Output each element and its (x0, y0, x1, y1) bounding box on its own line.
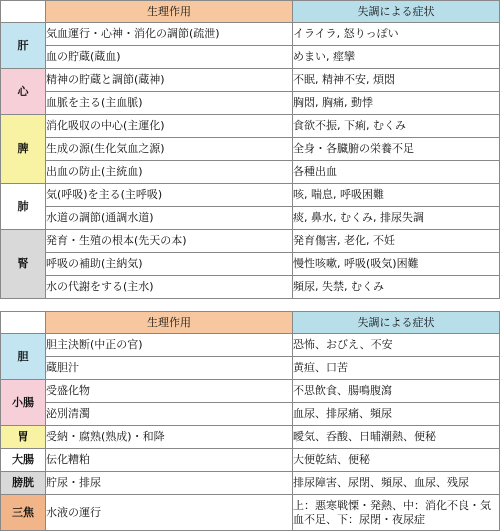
header-row (1, 1, 500, 23)
table-row (1, 46, 500, 69)
function-cell: 貯尿・排尿 (46, 472, 293, 495)
table-row (1, 426, 500, 449)
table-row (1, 230, 500, 253)
symptom-cell: 上：悪寒戦慄・発熱、中：消化不良・気血不足、下：尿閉・夜尿症 (293, 495, 500, 531)
function-cell: 発育・生殖の根本(先天の本) (46, 230, 293, 253)
function-cell: 血の貯蔵(蔵血) (46, 46, 293, 69)
table-row (1, 334, 500, 357)
symptom-cell: 食欲不振, 下痢, むくみ (293, 115, 500, 138)
table-row (1, 184, 500, 207)
organ-label: 小腸 (1, 380, 46, 426)
symptom-cell: 頻尿, 失禁, むくみ (293, 276, 500, 299)
organ-label: 胆 (1, 334, 46, 380)
symptom-cell: 全身・各臓腑の栄養不足 (293, 138, 500, 161)
organ-label: 脾 (1, 115, 46, 184)
header-function: 生理作用 (46, 1, 293, 23)
header-symptom: 失調による症状 (293, 312, 500, 334)
function-cell: 胆主決断(中正の官) (46, 334, 293, 357)
organ-label: 肺 (1, 184, 46, 230)
function-cell: 泌別清濁 (46, 403, 293, 426)
function-cell: 受納・腐熟(熟成)・和降 (46, 426, 293, 449)
table-row (1, 138, 500, 161)
header-function: 生理作用 (46, 312, 293, 334)
symptom-cell: 痰, 鼻水, むくみ, 排尿失調 (293, 207, 500, 230)
function-cell: 水道の調節(通調水道) (46, 207, 293, 230)
table-row (1, 403, 500, 426)
table-row (1, 495, 500, 531)
header-corner (1, 312, 46, 334)
table-row (1, 23, 500, 46)
function-cell: 生成の源(生化気血之源) (46, 138, 293, 161)
organ-label: 胃 (1, 426, 46, 449)
function-cell: 気(呼吸)を主る(主呼吸) (46, 184, 293, 207)
symptom-cell: 黄疸、口苦 (293, 357, 500, 380)
symptom-cell: 慢性咳嗽, 呼吸(吸気)困難 (293, 253, 500, 276)
function-cell: 受盛化物 (46, 380, 293, 403)
symptom-cell: 恐怖、おびえ、不安 (293, 334, 500, 357)
function-cell: 蔵胆汁 (46, 357, 293, 380)
organ-label: 大腸 (1, 449, 46, 472)
symptom-cell: 不眠, 精神不安, 煩悶 (293, 69, 500, 92)
symptom-cell: 大便乾結、便秘 (293, 449, 500, 472)
symptom-cell: 排尿障害、尿閉、頻尿、血尿、残尿 (293, 472, 500, 495)
header-corner (1, 1, 46, 23)
organ-label: 三焦 (1, 495, 46, 531)
symptom-cell: 咳, 喘息, 呼吸困難 (293, 184, 500, 207)
symptom-cell: 各種出血 (293, 161, 500, 184)
organ-label: 膀胱 (1, 472, 46, 495)
function-cell: 出血の防止(主統血) (46, 161, 293, 184)
table-row (1, 161, 500, 184)
symptom-cell: 曖気、呑酸、日晡潮熱、便秘 (293, 426, 500, 449)
organ-label: 肝 (1, 23, 46, 69)
table-row (1, 472, 500, 495)
symptom-cell: めまい, 痙攣 (293, 46, 500, 69)
function-cell: 呼吸の補助(主納気) (46, 253, 293, 276)
header-symptom: 失調による症状 (293, 1, 500, 23)
organ-label: 心 (1, 69, 46, 115)
header-row (1, 312, 500, 334)
function-cell: 水の代謝をする(主水) (46, 276, 293, 299)
symptom-cell: 胸悶, 胸痛, 動悸 (293, 92, 500, 115)
symptom-cell: イライラ, 怒りっぽい (293, 23, 500, 46)
table-row (1, 207, 500, 230)
table-row (1, 357, 500, 380)
symptom-cell: 血尿、排尿痛、頻尿 (293, 403, 500, 426)
table-row (1, 69, 500, 92)
function-cell: 精神の貯蔵と調節(蔵神) (46, 69, 293, 92)
function-cell: 血脈を主る(主血脈) (46, 92, 293, 115)
table-row (1, 380, 500, 403)
function-cell: 伝化糟粕 (46, 449, 293, 472)
table-row (1, 276, 500, 299)
table-row (1, 92, 500, 115)
symptom-cell: 不思飲食、腸鳴腹瀉 (293, 380, 500, 403)
table-row (1, 253, 500, 276)
symptom-cell: 発育傷害, 老化, 不妊 (293, 230, 500, 253)
organ-label: 腎 (1, 230, 46, 299)
function-cell: 消化吸収の中心(主運化) (46, 115, 293, 138)
function-cell: 水液の運行 (46, 495, 293, 531)
function-cell: 気血運行・心神・消化の調節(疏泄) (46, 23, 293, 46)
table-row (1, 449, 500, 472)
table-row (1, 115, 500, 138)
fu-table (0, 311, 500, 531)
